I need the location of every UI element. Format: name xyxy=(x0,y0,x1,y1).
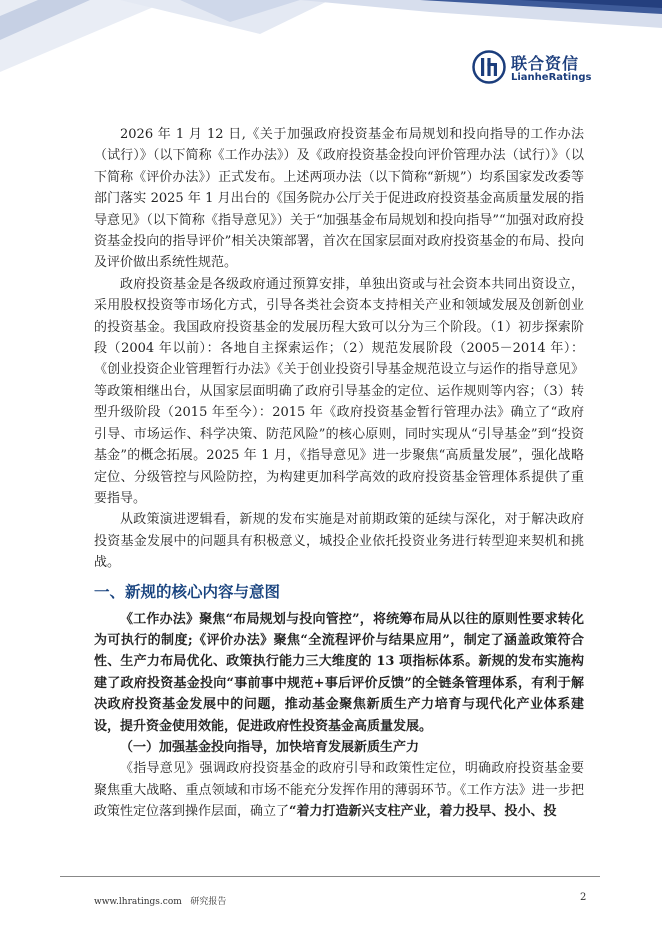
subsection-heading: （一）加强基金投向指导，加快培育发展新质生产力 xyxy=(120,739,420,755)
paragraph-text: 《指导意见》强调政府投资基金的政府引导和政策性定位，明确政府投资基金要聚焦重大战略、重点领域和市场不能充分发挥作用的薄弱环节。《工作方法》进一步把政策性定位落到操作层面，确立了 xyxy=(94,761,584,820)
footer-info xyxy=(94,894,226,907)
report-body xyxy=(94,124,584,823)
footer-doc-type: 研究报告 xyxy=(190,897,227,907)
footer-website: www.lhratings.com xyxy=(94,897,182,907)
logo-english-name: LianheRatings xyxy=(511,72,592,83)
section-heading: 一、新规的核心内容与意图 xyxy=(94,582,281,601)
page-number: 2 xyxy=(580,892,587,903)
footer-divider xyxy=(60,876,600,877)
body-paragraph: 从政策演进逻辑看，新规的发布实施是对前期政策的延续与深化，对于解决政府投资基金发展中的问题具有积极意义，城投企业依托投资业务进行转型迎来契机和挑战。 xyxy=(94,512,584,571)
section-summary-paragraph: 《工作办法》聚焦“布局规划与投向管控”，将统筹布局从以往的原则性要求转化为可执行的制度;《评价办法》聚焦“全流程评价与结果应用”，制定了涵盖政策符合性、生产力布局优化、政策执行能力三大维度的 13 项指标体系。新规的发布实施构建了政府投资基金投向“事前事中规范+事后评价反馈”的全链条管理体系，有利于解决政府投资基金发展中的问题，推动基金聚焦新质生产力培育与现代化产业体系建设，提升资金使用效能，促进政府性投资基金高质量发展。 xyxy=(94,611,584,734)
body-paragraph: 政府投资基金是各级政府通过预算安排，单独出资或与社会资本共同出资设立，采用股权投资等市场化方式，引导各类社会资本支持相关产业和领域发展及创新创业的投资基金。我国政府投资基金的发展历程大致可以分为三个阶段。（1）初步探索阶段（2004 年以前）：各地自主探索运作；（2）规范发展阶段（2005－2014 年）：《创业投资企业管理暂行办法》《关于创业投资引导基金规范设立与运作的指导意见》等政策相继出台，从国家层面明确了政府引导基金的定位、运作规则等内容；（3）转型升级阶段（2015 年至今）：2015 年《政府投资基金暂行管理办法》确立了“政府引导、市场运作、科学决策、防范风险”的核心原则，同时实现从“引导基金”到“投资基金”的概念拓展。2025 年 1 月，《指导意见》进一步聚焦“高质量发展”，强化战略定位、分级管控与风险防控，为构建更加科学高效的政府投资基金管理体系提供了重要指导。 xyxy=(94,276,584,506)
body-paragraph xyxy=(94,758,584,822)
paragraph-bold-text: “着力打造新兴支柱产业，着力投早、投小、投 xyxy=(289,804,557,820)
logo-chinese-name: 联合资信 xyxy=(511,54,580,73)
company-logo xyxy=(472,50,597,90)
lianhe-logo-icon xyxy=(472,50,506,84)
body-paragraph: 2026 年 1 月 12 日,《关于加强政府投资基金布局规划和投向指导的工作办法（试行）》（以下简称《工作办法》）及《政府投资基金投向评价管理办法（试行）》（以下简称《评价办法》）正式发布。上述两项办法（以下简称“新规”）均系国家发改委等部门落实 2025 年 1 月出台的《国务院办公厅关于促进政府投资基金高质量发展的指导意见》（以下简称《指导意见》）关于“加强基金布局规划和投向指导”“加强对政府投资基金投向的指导评价”相关决策部署，首次在国家层面对政府投资基金的布局、投向及评价做出系统性规范。 xyxy=(94,127,584,271)
